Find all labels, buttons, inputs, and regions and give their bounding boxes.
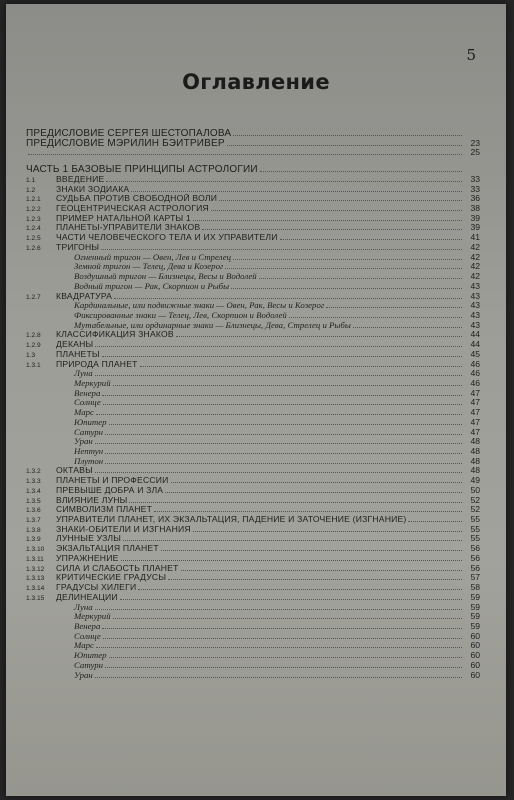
toc-entry-label: Фиксированные знаки — Телец, Лев, Скорпион и Водолей: [74, 310, 287, 320]
toc-entry-label: ЧАСТЬ 1 БАЗОВЫЕ ПРИНЦИПЫ АСТРОЛОГИИ: [26, 165, 258, 175]
toc-entry-label: ГЕОЦЕНТРИЧЕСКАЯ АСТРОЛОГИЯ: [56, 204, 209, 214]
toc-entry-label: ГРАДУСЫ ХИЛЕГИ: [56, 583, 137, 593]
toc-entry-number: 1.3.6: [26, 507, 41, 515]
toc-entry-number: 1.3.14: [26, 585, 45, 593]
toc-entry-label: Сатурн: [74, 660, 104, 670]
dot-leader: [233, 129, 462, 136]
dot-leader: [105, 457, 462, 464]
dot-leader: [171, 476, 462, 483]
toc-entry-number: 1.3: [26, 351, 36, 359]
toc-entry: [26, 175, 480, 185]
dot-leader: [95, 437, 462, 444]
toc-entry-page: 55: [470, 533, 480, 544]
toc-entry-label: Земной тригон — Телец, Дева и Козерог: [74, 262, 224, 272]
toc-entry-number: 1.2: [26, 186, 36, 194]
toc-entry-number: 1.2.4: [26, 225, 41, 233]
toc-entry: [26, 292, 480, 302]
toc-entry: [26, 253, 480, 263]
dot-leader: [227, 139, 462, 146]
toc-entry-page: 59: [470, 611, 480, 622]
book-page: [6, 4, 506, 796]
toc-entry-label: Венера: [74, 388, 101, 398]
toc-entry-label: Сатурн: [74, 427, 104, 437]
dot-leader: [259, 272, 462, 279]
toc-entry-label: ПЛАНЕТЫ И ПРОФЕССИИ: [56, 476, 169, 486]
toc-entry-page: 56: [470, 562, 480, 573]
toc-entry-label: КРИТИЧЕСКИЕ ГРАДУСЫ: [56, 573, 167, 583]
dot-leader: [106, 175, 462, 182]
toc-entry: [26, 148, 480, 158]
dot-leader: [154, 505, 462, 512]
dot-leader: [138, 583, 462, 590]
dot-leader: [109, 418, 462, 425]
dot-leader: [211, 204, 462, 211]
toc-entry-label: УПРАЖНЕНИЕ: [56, 553, 119, 563]
dot-leader: [114, 292, 462, 299]
toc-entry-page: 43: [470, 300, 480, 311]
toc-entry: [26, 573, 480, 583]
toc-entry-page: 47: [470, 387, 480, 398]
dot-leader: [95, 369, 462, 376]
toc-entry-page: 41: [470, 232, 480, 243]
dot-leader: [120, 593, 462, 600]
toc-entry: [26, 496, 480, 506]
toc-entry: [26, 554, 480, 564]
toc-entry-page: 50: [470, 484, 480, 495]
dot-leader: [408, 515, 462, 522]
toc-entry-page: 43: [470, 319, 480, 330]
toc-entry-number: 1.2.8: [26, 332, 41, 340]
toc-entry-label: Луна: [74, 369, 93, 379]
toc-entry-number: 1.3.10: [26, 546, 45, 554]
dot-leader: [181, 564, 462, 571]
toc-entry: [26, 544, 480, 554]
toc-entry-page: 57: [470, 572, 480, 583]
dot-leader: [123, 534, 462, 541]
toc-entry-page: 55: [470, 523, 480, 534]
toc-entry-page: 46: [470, 377, 480, 388]
toc-entry-label: ПЛАНЕТЫ-УПРАВИТЕЛИ ЗНАКОВ: [56, 223, 201, 233]
toc-entry-label: ЧАСТИ ЧЕЛОВЕЧЕСКОГО ТЕЛА И ИХ УПРАВИТЕЛИ: [56, 233, 278, 243]
toc-entry-page: 58: [470, 582, 480, 593]
toc-entry: [26, 525, 480, 535]
dot-leader: [109, 651, 462, 658]
dot-leader: [233, 253, 462, 260]
toc-entry-page: 60: [470, 669, 480, 680]
toc-entry: [26, 301, 480, 311]
toc-entry: [26, 603, 480, 613]
toc-entry-label: ВЛИЯНИЕ ЛУНЫ: [56, 495, 128, 505]
toc-entry: [26, 214, 480, 224]
toc-entry-page: 49: [470, 475, 480, 486]
toc-entry-label: КВАДРАТУРА: [56, 291, 113, 301]
toc-entry: [26, 408, 480, 418]
toc-entry: [26, 651, 480, 661]
toc-entry: [26, 534, 480, 544]
toc-entry-label: Кардинальные, или подвижные знаки — Овен, Рак, Весы и Козерог: [74, 301, 325, 311]
dot-leader: [193, 214, 462, 221]
toc-entry-number: 1.3.15: [26, 594, 45, 602]
toc-entry-label: СИЛА И СЛАБОСТЬ ПЛАНЕТ: [56, 563, 179, 573]
page-number: 5: [466, 46, 476, 64]
dot-leader: [326, 301, 462, 308]
dot-leader: [96, 641, 462, 648]
toc-entry-label: ПРЕДИСЛОВИЕ СЕРГЕЯ ШЕСТОПАЛОВА: [26, 129, 232, 139]
toc-entry-label: Юпитер: [74, 417, 107, 427]
toc-entry: [26, 476, 480, 486]
toc-entry: [26, 204, 480, 214]
dot-leader: [225, 262, 462, 269]
toc-entry: [26, 233, 480, 243]
toc-entry: [26, 311, 480, 321]
toc-entry: [26, 340, 480, 350]
dot-leader: [260, 165, 462, 172]
toc-entry-page: 60: [470, 659, 480, 670]
dot-leader: [231, 282, 462, 289]
toc-entry-label: Марс: [74, 641, 94, 651]
dot-leader: [95, 340, 462, 347]
dot-leader: [193, 525, 462, 532]
dot-leader: [121, 554, 462, 561]
toc-entry-page: 43: [470, 309, 480, 320]
dot-leader: [113, 379, 462, 386]
toc-entry: [26, 139, 480, 149]
toc-entry: [26, 185, 480, 195]
toc-entry-label: СУДЬБА ПРОТИВ СВОБОДНОЙ ВОЛИ: [56, 194, 218, 204]
dot-leader: [28, 148, 462, 155]
toc-entry: [26, 564, 480, 574]
dot-leader: [103, 632, 462, 639]
toc-entry-number: 1.3.12: [26, 565, 45, 573]
toc-entry-page: 36: [470, 193, 480, 204]
dot-leader: [105, 428, 462, 435]
toc-entry-number: 1.2.7: [26, 293, 41, 301]
toc-entry-page: 59: [470, 591, 480, 602]
toc-entry-page: 38: [470, 203, 480, 214]
dot-leader: [129, 496, 462, 503]
toc-entry: [26, 641, 480, 651]
toc-entry: [26, 272, 480, 282]
toc-entry-page: 45: [470, 348, 480, 359]
toc-entry: [26, 593, 480, 603]
toc-entry-label: ПРЕВЫШЕ ДОБРА И ЗЛА: [56, 485, 164, 495]
toc-entry-label: ТРИГОНЫ: [56, 242, 100, 252]
toc-entry: [26, 428, 480, 438]
toc-entry-page: 59: [470, 620, 480, 631]
toc-entry-page: 42: [470, 241, 480, 252]
toc-entry-number: 1.2.9: [26, 342, 41, 350]
toc-entry-page: 42: [470, 261, 480, 272]
toc-entry-page: 56: [470, 543, 480, 554]
toc-entry-number: 1.3.9: [26, 536, 41, 544]
dot-leader: [131, 185, 462, 192]
toc-entry: [26, 194, 480, 204]
table-of-contents: [26, 122, 480, 680]
dot-leader: [289, 311, 462, 318]
toc-entry-page: 48: [470, 465, 480, 476]
toc-entry-page: 56: [470, 552, 480, 563]
toc-entry-label: ОКТАВЫ: [56, 466, 93, 476]
dot-leader: [102, 350, 462, 357]
toc-entry-page: 25: [470, 147, 480, 158]
toc-entry-page: 55: [470, 514, 480, 525]
toc-entry-label: ЗНАКИ-ОБИТЕЛИ И ИЗГНАНИЯ: [56, 524, 191, 534]
toc-entry-page: 42: [470, 271, 480, 282]
toc-entry-page: 60: [470, 630, 480, 641]
toc-entry: [26, 360, 480, 370]
toc-entry-label: СИМВОЛИЗМ ПЛАНЕТ: [56, 505, 153, 515]
dot-leader: [165, 486, 462, 493]
toc-entry: [26, 671, 480, 681]
toc-entry-label: Меркурий: [74, 612, 111, 622]
toc-entry-number: 1.3.3: [26, 478, 41, 486]
toc-entry-number: 1.3.1: [26, 361, 41, 369]
toc-entry-page: 47: [470, 397, 480, 408]
toc-entry-page: 46: [470, 368, 480, 379]
toc-entry-label: ДЕЛИНЕАЦИИ: [56, 592, 118, 602]
dot-leader: [113, 612, 462, 619]
toc-entry-number: 1.2.2: [26, 206, 41, 214]
toc-entry-number: 1.3.8: [26, 526, 41, 534]
toc-entry: [26, 661, 480, 671]
dot-leader: [102, 389, 462, 396]
toc-entry-page: 60: [470, 650, 480, 661]
toc-entry: [26, 632, 480, 642]
toc-entry-page: 44: [470, 339, 480, 350]
toc-entry-page: 43: [470, 290, 480, 301]
toc-entry-label: Солнце: [74, 631, 101, 641]
toc-entry-label: ПРИРОДА ПЛАНЕТ: [56, 359, 138, 369]
toc-entry-number: 1.3.7: [26, 517, 41, 525]
toc-entry: [26, 622, 480, 632]
dot-leader: [95, 603, 462, 610]
toc-entry: [26, 515, 480, 525]
toc-entry: [26, 505, 480, 515]
toc-entry-label: ПРЕДИСЛОВИЕ МЭРИЛИН БЭЙТРИВЕР: [26, 138, 225, 149]
toc-entry-label: ВВЕДЕНИЕ: [56, 174, 105, 184]
toc-entry: [26, 437, 480, 447]
dot-leader: [95, 466, 462, 473]
toc-entry-page: 42: [470, 251, 480, 262]
toc-entry-number: 1.3.4: [26, 487, 41, 495]
toc-entry-label: Плутон: [74, 456, 104, 466]
toc-entry-label: Уран: [74, 437, 93, 447]
toc-entry-label: Мутабельные, или ординарные знаки — Близнецы, Дева, Стрелец и Рыбы: [74, 320, 351, 330]
toc-entry-page: 48: [470, 446, 480, 456]
toc-entry-label: ЗНАКИ ЗОДИАКА: [56, 184, 130, 194]
toc-entry-number: 1.2.1: [26, 196, 41, 204]
toc-entry-label: Меркурий: [74, 378, 111, 388]
toc-entry-label: Юпитер: [74, 651, 107, 661]
toc-entry: [26, 243, 480, 253]
toc-entry-number: 1.3.5: [26, 497, 41, 505]
dot-leader: [95, 671, 462, 678]
toc-entry-number: 1.3.11: [26, 555, 44, 563]
toc-entry: [26, 321, 480, 331]
toc-entry-page: 60: [470, 640, 480, 651]
toc-entry-label: Воздушный тригон — Близнецы, Весы и Водолей: [74, 272, 257, 282]
toc-entry-number: 1.2.5: [26, 235, 41, 243]
toc-entry: [26, 223, 480, 233]
toc-entry: [26, 466, 480, 476]
toc-entry-label: Нептун: [74, 447, 104, 456]
toc-entry: [26, 398, 480, 408]
toc-entry: [26, 447, 480, 457]
toc-entry-label: Луна: [74, 602, 93, 612]
toc-entry-label: Уран: [74, 670, 93, 680]
toc-entry: [26, 330, 480, 340]
dot-leader: [101, 243, 462, 250]
toc-entry-number: 1.1: [26, 176, 36, 184]
dot-leader: [140, 360, 462, 367]
dot-leader: [105, 661, 462, 668]
toc-entry-label: Огненный тригон — Овен, Лев и Стрелец: [74, 252, 232, 262]
toc-entry: [26, 379, 480, 389]
toc-entry: [26, 457, 480, 467]
toc-entry-number: 1.3.2: [26, 468, 41, 476]
toc-entry-page: 48: [470, 436, 480, 447]
dot-leader: [280, 233, 462, 240]
toc-entry: [26, 418, 480, 428]
dot-leader: [219, 194, 462, 201]
toc-entry-label: ЭКЗАЛЬТАЦИЯ ПЛАНЕТ: [56, 544, 159, 554]
toc-entry: [26, 282, 480, 292]
toc-entry: [26, 350, 480, 360]
toc-entry: [26, 369, 480, 379]
toc-entry: [26, 389, 480, 399]
toc-entry-page: 47: [470, 416, 480, 427]
toc-entry-number: 1.2.6: [26, 244, 41, 252]
toc-entry: [26, 486, 480, 496]
toc-entry-page: 39: [470, 212, 480, 223]
toc-entry-label: Водный тригон — Рак, Скорпион и Рыбы: [74, 281, 230, 291]
page-title: Оглавление: [182, 70, 330, 94]
dot-leader: [161, 544, 462, 551]
dot-leader: [102, 622, 462, 629]
toc-entry-label: ЛУННЫЕ УЗЛЫ: [56, 534, 122, 544]
toc-entry: [26, 129, 480, 139]
toc-entry-label: Марс: [74, 408, 94, 418]
toc-entry-label: ПЛАНЕТЫ: [56, 349, 100, 359]
toc-entry-page: 46: [470, 358, 480, 369]
toc-entry: [26, 262, 480, 272]
toc-entry-label: ДЕКАНЫ: [56, 340, 94, 350]
dot-leader: [96, 408, 462, 415]
toc-entry-page: 47: [470, 407, 480, 418]
toc-entry-page: 47: [470, 426, 480, 437]
dot-leader: [353, 321, 462, 328]
toc-entry-label: Венера: [74, 621, 101, 631]
toc-entry-page: 48: [470, 455, 480, 466]
toc-entry-page: 33: [470, 183, 480, 194]
toc-entry-page: 44: [470, 329, 480, 340]
toc-entry-number: 1.2.3: [26, 215, 41, 223]
toc-entry-page: 33: [470, 173, 480, 184]
dot-leader: [176, 330, 462, 337]
toc-entry: [26, 583, 480, 593]
toc-entry-page: 52: [470, 504, 480, 515]
toc-entry-page: 59: [470, 601, 480, 612]
toc-entry: [26, 612, 480, 622]
toc-entry-page: 52: [470, 494, 480, 505]
dot-leader: [105, 447, 462, 454]
toc-entry-number: 1.3.13: [26, 575, 45, 583]
toc-entry-page: 39: [470, 222, 480, 233]
dot-leader: [103, 398, 462, 405]
toc-entry-label: УПРАВИТЕЛИ ПЛАНЕТ, ИХ ЭКЗАЛЬТАЦИЯ, ПАДЕНИЕ И ЗАТОЧЕНИЕ (ИЗГНАНИЕ): [56, 515, 407, 525]
toc-entry-page: 43: [470, 280, 480, 291]
dot-leader: [202, 223, 462, 230]
dot-leader: [168, 573, 462, 580]
toc-entry-label: ПРИМЕР НАТАЛЬНОЙ КАРТЫ 1: [56, 213, 191, 223]
toc-entry-label: КЛАССИФИКАЦИЯ ЗНАКОВ: [56, 330, 174, 340]
toc-entry-page: 23: [470, 137, 480, 148]
toc-entry: [26, 165, 480, 175]
toc-entry-label: Солнце: [74, 398, 101, 408]
